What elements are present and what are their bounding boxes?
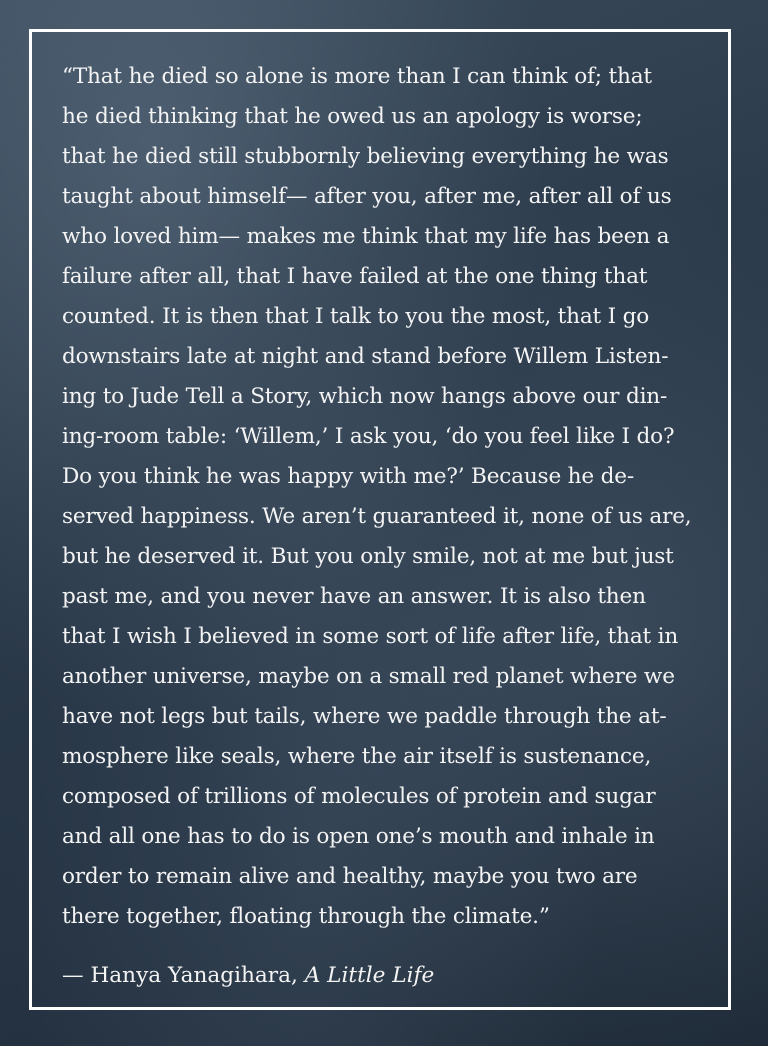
quote-line: taught about himself— after you, after me, after all of us	[62, 184, 672, 209]
quote-line: and all one has to do is open one’s mouth and inhale in	[62, 824, 655, 849]
quote-line: mosphere like seals, where the air itself is sustenance,	[62, 744, 652, 769]
quote-line: downstairs late at night and stand before Willem Listen-	[62, 344, 669, 369]
quote-line: counted. It is then that I talk to you the most, that I go	[62, 304, 650, 329]
quote-line: Do you think he was happy with me?’ Because he de-	[62, 464, 634, 489]
quote-line: order to remain alive and healthy, maybe you two are	[62, 864, 638, 889]
quote-line: he died thinking that he owed us an apology is worse;	[62, 104, 643, 129]
quote-line: ing to Jude Tell a Story, which now hangs above our din-	[62, 384, 668, 409]
attribution-book-title: A Little Life	[304, 963, 435, 988]
quote-line: past me, and you never have an answer. It is also then	[62, 584, 646, 609]
attribution-author: — Hanya Yanagihara,	[62, 963, 305, 988]
quote-line: failure after all, that I have failed at the one thing that	[62, 264, 648, 289]
quote-line: that he died still stubbornly believing everything he was	[62, 144, 669, 169]
quote-line: composed of trillions of molecules of protein and sugar	[62, 784, 656, 809]
quote-line: served happiness. We aren’t guaranteed it, none of us are,	[62, 504, 692, 529]
quote-line: who loved him— makes me think that my life has been a	[62, 224, 670, 249]
attribution	[62, 956, 434, 996]
quote-line: have not legs but tails, where we paddle through the at-	[62, 704, 667, 729]
quote-line: another universe, maybe on a small red planet where we	[62, 664, 675, 689]
quote-line: ing-room table: ‘Willem,’ I ask you, ‘do you feel like I do?	[62, 424, 675, 449]
quote-line: there together, floating through the climate.”	[62, 904, 550, 929]
quote-line: but he deserved it. But you only smile, not at me but just	[62, 544, 674, 569]
quote-line: that I wish I believed in some sort of life after life, that in	[62, 624, 679, 649]
quote-line: “That he died so alone is more than I can think of; that	[62, 64, 652, 89]
quote-text	[62, 57, 710, 937]
